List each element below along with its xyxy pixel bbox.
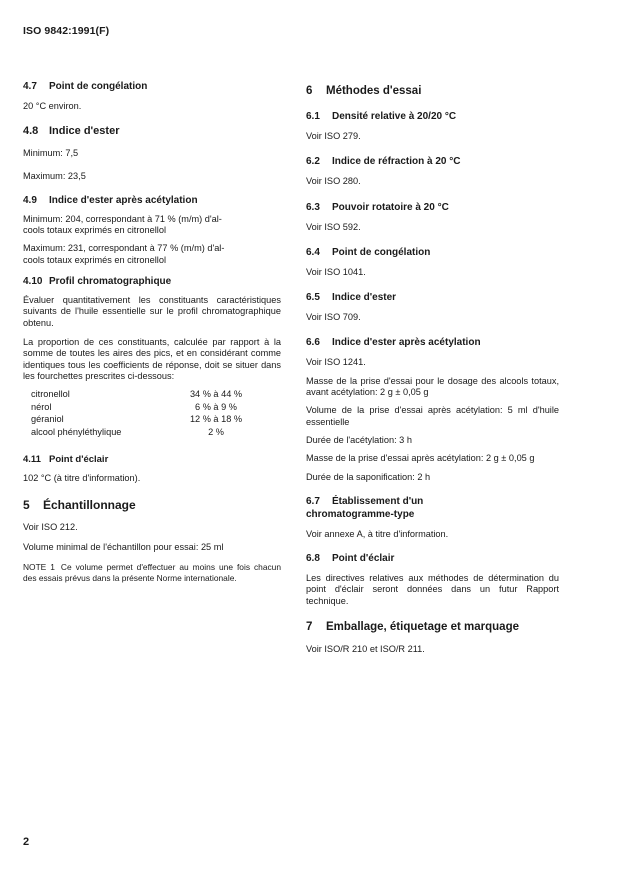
paragraph-6-7: Voir annexe A, à titre d'information.: [306, 528, 449, 539]
section-heading-6: 6 Méthodes d'essai: [306, 85, 422, 97]
paragraph-6-6-saponification-time: Durée de la saponification: 2 h: [306, 471, 431, 482]
paragraph-6-3: Voir ISO 592.: [306, 221, 361, 232]
table-row: géraniol 12 % à 18 %: [31, 414, 243, 425]
document-code-header: ISO 9842:1991(F): [23, 25, 110, 37]
paragraph-6-6-reference: Voir ISO 1241.: [306, 357, 366, 368]
page-number: 2: [23, 836, 30, 848]
note-1: NOTE 1 Ce volume permet d'effectuer au moins une fois chacun des essais prévus dans la présente Norme internationale.: [23, 562, 282, 583]
paragraph-4-8-max: Maximum: 23,5: [23, 170, 86, 181]
paragraph-6-6-mass-before: Masse de la prise d'essai pour le dosage des alcools totaux, avant acétylation: 2 g ± 0,05 g: [306, 375, 559, 398]
paragraph-6-8: Les directives relatives aux méthodes de détermination du point d'éclair seront données dans un futur Rapport technique.: [306, 573, 559, 606]
paragraph-4-10-intro: Évaluer quantitativement les constituants caractéristiques suivants de l'huile essentielle sur le profil chromatographique obtenu.: [23, 295, 281, 328]
paragraph-6-4: Voir ISO 1041.: [306, 266, 366, 277]
note-label: NOTE 1: [23, 562, 55, 573]
section-heading-6-6: 6.6 Indice d'ester après acétylation: [306, 337, 481, 349]
section-heading-4-9: 4.9 Indice d'ester après acétylation: [23, 194, 198, 206]
paragraph-7: Voir ISO/R 210 et ISO/R 211.: [306, 644, 425, 655]
section-heading-5: 5 Échantillonnage: [23, 497, 136, 512]
paragraph-4-9-maximum: Maximum: 231, correspondant à 77 % (m/m) d'al- cools totaux exprimés en citronellol: [23, 243, 225, 265]
section-heading-4-11: 4.11 Point d'éclair: [23, 453, 109, 465]
section-heading-6-1: 6.1 Densité relative à 20/20 °C: [306, 111, 457, 122]
section-heading-6-8: 6.8 Point d'éclair: [306, 553, 395, 565]
right-column: [306, 80, 559, 655]
table-row: nérol 6 % à 9 %: [31, 401, 237, 412]
section-heading-7: 7 Emballage, étiquetage et marquage: [306, 621, 520, 634]
section-heading-6-5: 6.5 Indice d'ester: [306, 292, 397, 304]
paragraph-6-6-volume: Volume de la prise d'essai après acétylation: 5 ml d'huile essentielle: [306, 405, 559, 427]
paragraph-5-reference: Voir ISO 212.: [23, 521, 78, 532]
paragraph-4-10-proportion: La proportion de ces constituants, calculée par rapport à la somme de toutes les aires des pics, et en considérant comme identiques tous les coefficients de réponse, doit se situer dans les fourchettes prescrites ci-dessous:: [23, 336, 281, 381]
paragraph-6-2: Voir ISO 280.: [306, 176, 361, 187]
section-heading-6-2: 6.2 Indice de réfraction à 20 °C: [306, 156, 461, 168]
paragraph-4-8-min: Minimum: 7,5: [23, 148, 79, 159]
constituents-table: [31, 388, 271, 438]
paragraph-6-1: Voir ISO 279.: [306, 131, 361, 141]
section-heading-4-10: 4.10 Profil chromatographique: [23, 276, 172, 288]
paragraph-6-6-mass-after: Masse de la prise d'essai après acétylation: 2 g ± 0,05 g: [306, 453, 535, 464]
table-row: alcool phényléthylique 2 %: [31, 426, 224, 437]
table-row: citronellol 34 % à 44 %: [31, 389, 243, 400]
paragraph-6-5: Voir ISO 709.: [306, 312, 361, 323]
paragraph-5-volume: Volume minimal de l'échantillon pour essai: 25 ml: [23, 542, 224, 553]
section-heading-6-7: 6.7 Établissement d'un chromatogramme-type: [306, 495, 424, 520]
section-heading-6-4: 6.4 Point de congélation: [306, 246, 431, 258]
paragraph-6-6-acetylation-time: Durée de l'acétylation: 3 h: [306, 434, 412, 445]
section-heading-4-8: 4.8 Indice d'ester: [23, 125, 120, 138]
section-heading-4-7: 4.7 Point de congélation: [23, 81, 148, 92]
paragraph-4-11: 102 °C (à titre d'information).: [23, 472, 141, 483]
left-column: [23, 80, 281, 583]
paragraph-4-7: 20 °C environ.: [23, 101, 82, 111]
paragraph-4-9-minimum: Minimum: 204, correspondant à 71 % (m/m) d'al- cools totaux exprimés en citronellol: [23, 213, 222, 236]
section-heading-6-3: 6.3 Pouvoir rotatoire à 20 °C: [306, 201, 449, 213]
